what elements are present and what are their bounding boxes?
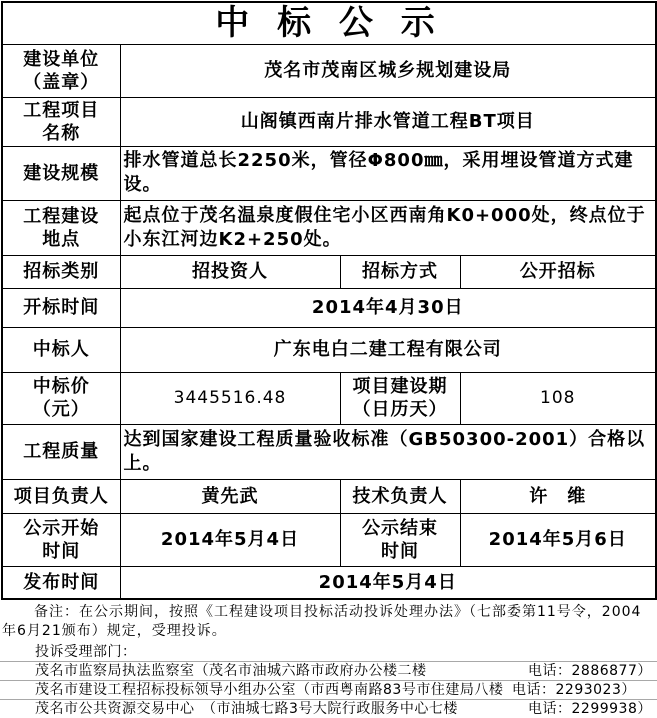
release-label: 发布时间 [2,566,120,599]
quality-value [120,424,656,479]
department-name: 茂名市建设工程招标投标领导小组办公室（市西粤南路83号市住建局八楼 [35,682,504,698]
managers-row [2,479,656,513]
winner-value: 广东电白二建工程有限公司 [120,327,656,372]
project-name-row [2,97,656,146]
publicity-start-label-line: 公示开始 [23,517,100,539]
tech-manager-value: 许 维 [460,479,656,513]
publicity-start-label [2,513,120,566]
remark-line: 备注：在公示期间，按照《工程建设项目投标活动投诉处理办法》（七部委第11号令，2004 [34,604,642,620]
scale-value-line: 设。 [123,174,162,195]
winner-row [2,327,656,372]
project-name-label [2,97,120,146]
project-manager-label: 项目负责人 [2,479,120,513]
quality-row [2,424,656,479]
department-phone: 电话：2886877） [528,663,652,679]
notice-title: 中 标 公 示 [2,2,656,44]
department-row [0,699,657,718]
builder-label [2,44,120,97]
price-label [2,372,120,424]
price-label-line: （元） [32,399,90,420]
period-value: 108 [460,372,656,424]
tender-row [2,255,656,288]
tender-category-label: 招标类别 [2,255,120,288]
builder-label-line: （盖章） [23,71,100,93]
scale-label: 建设规模 [2,146,120,200]
location-value-line: 小东江河边K2+250处。 [123,228,342,250]
builder-label-line: 建设单位 [23,48,100,70]
period-label [340,372,460,424]
remark-paragraph [0,601,657,643]
department-phone: 电话：2299938） [528,701,652,717]
publicity-row [2,513,656,566]
title-row [2,2,656,44]
opening-row [2,288,656,327]
location-label-line: 地点 [42,228,81,250]
department-row [0,661,657,680]
department-row [0,680,657,699]
release-row [2,566,656,599]
publicity-end-label [340,513,460,566]
department-name: 茂名市公共资源交易中心 （市油城七路3号大院行政服务中心七楼 [35,701,458,717]
quality-value-line: 达到国家建设工程质量验收标准（GB50300-2001）合格以 [123,428,646,450]
publicity-end-label-line: 时间 [381,540,419,562]
location-label [2,200,120,255]
period-label-line: （日历天） [352,399,448,420]
location-row [2,200,656,255]
winner-label: 中标人 [2,327,120,372]
quality-label: 工程质量 [2,424,120,479]
opening-value: 2014年4月30日 [120,288,656,327]
complaint-departments-title: 投诉受理部门： [35,644,137,660]
tender-category-value: 招投资人 [120,255,340,288]
release-value: 2014年5月4日 [120,566,656,599]
scale-value-line: 排水管道总长2250米，管径Φ800㎜，采用埋设管道方式建 [123,150,634,171]
department-name: 茂名市监察局执法监察室（茂名市油城六路市政府办公楼二楼 [35,663,427,679]
publicity-end-value: 2014年5月6日 [460,513,656,566]
location-label-line: 工程建设 [23,205,100,227]
opening-label: 开标时间 [2,288,120,327]
price-label-line: 中标价 [32,376,90,397]
quality-value-line: 上。 [123,452,162,474]
department-phone: 电话：2293023） [512,682,636,698]
builder-row [2,44,656,97]
price-value: 3445516.48 [120,372,340,424]
builder-value: 茂名市茂南区城乡规划建设局 [120,44,656,97]
publicity-start-label-line: 时间 [42,540,81,562]
publicity-end-label-line: 公示结束 [362,517,438,539]
project-name-label-line: 工程项目 [23,99,100,121]
project-name-label-line: 名称 [42,122,81,144]
scale-value [120,146,656,200]
price-row [2,372,656,424]
project-manager-value: 黄先武 [120,479,340,513]
publicity-start-value: 2014年5月4日 [120,513,340,566]
notes-section [0,601,657,718]
bid-award-notice-table [1,1,657,600]
location-value [120,200,656,255]
tech-manager-label: 技术负责人 [340,479,460,513]
tender-method-value: 公开招标 [460,255,656,288]
period-label-line: 项目建设期 [352,376,448,397]
remark-line: 年6月21颁布）规定，受理投诉。 [2,623,227,639]
project-name-value: 山阁镇西南片排水管道工程BT项目 [120,97,656,146]
location-value-line: 起点位于茂名温泉度假住宅小区西南角K0+000处，终点位于 [123,204,646,226]
tender-method-label: 招标方式 [340,255,460,288]
scale-row [2,146,656,200]
